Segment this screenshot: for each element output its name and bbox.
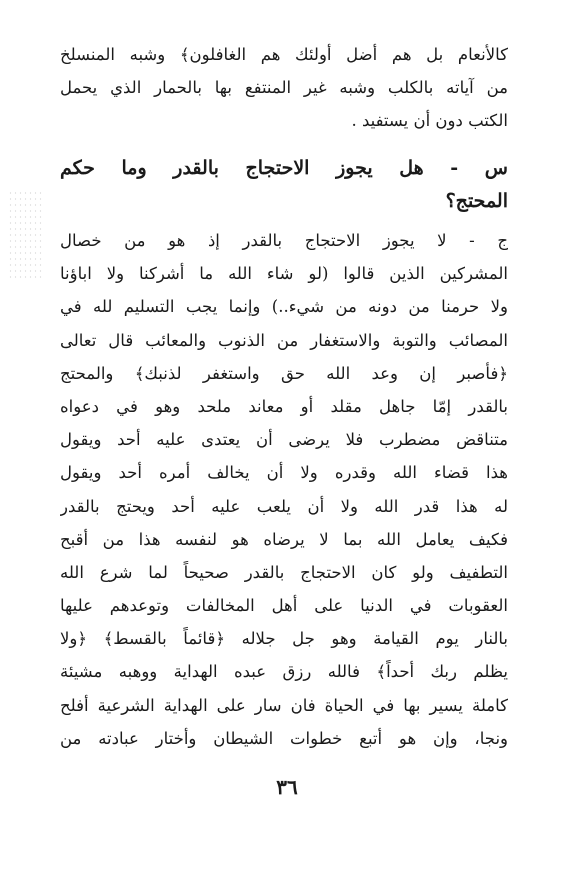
text-line: بالنار يوم القيامة وهو جل جلاله ﴿قائماً بالقسط﴾ ﴿ولا bbox=[60, 629, 508, 649]
text-line: ولا حرمنا من دونه من شيء..) وإنما يجب التسليم لله في bbox=[60, 297, 508, 317]
text-line: المشركين الذين قالوا (لو شاء الله ما أشركنا ولا اباؤنا bbox=[60, 264, 508, 284]
text-line: التطفيف ولو كان الاحتجاج بالقدر صحيحاً لما شرع الله bbox=[60, 562, 508, 582]
text-line: الكتب دون أن يستفيد . bbox=[351, 111, 508, 130]
text-line: من آياته بالكلب وشبه غير المنتفع بها بالحمار الذي يحمل bbox=[60, 78, 508, 97]
scan-speckle bbox=[8, 190, 42, 280]
text-line: المصائب والتوبة والاستغفار من الذنوب والمعائب قال تعالى bbox=[60, 330, 508, 350]
question-heading bbox=[60, 152, 508, 218]
heading-line: المحتج؟ bbox=[445, 190, 508, 212]
text-line: بالقدر إمّا جاهل مقلد أو معاند ملحد وهو في دعواه bbox=[60, 396, 508, 416]
text-line: العقوبات في الدنيا على أهل المخالفات وتوعدهم عليها bbox=[60, 596, 508, 616]
text-line: فكيف يعامل الله بما لا يرضاه هو لنفسه هذا من أقبح bbox=[60, 529, 508, 549]
text-line: ونجا، وإن هو أتبع خطوات الشيطان وأختار عبادته من bbox=[60, 728, 508, 748]
text-line: كاملة يسير بها في الحياة فان سار على الهداية الشرعية أفلح bbox=[60, 695, 508, 715]
text-line: كالأنعام بل هم أضل أولئك هم الغافلون﴾ وشبه المنسلخ bbox=[60, 45, 508, 64]
text-line: ﴿فأصبر إن وعد الله حق واستغفر لذنبك﴾ والمحتج bbox=[60, 363, 508, 383]
text-line: متناقض مضطرب فلا يرضى أن يعتدى عليه أحد ويقول bbox=[60, 430, 508, 450]
text-line: هذا قضاء الله وقدره ولا أن يخالف أمره أحد ويقول bbox=[60, 463, 508, 483]
page-number: ٣٦ bbox=[276, 775, 298, 799]
heading-line: س - هل يجوز الاحتجاج بالقدر وما حكم bbox=[60, 157, 508, 179]
text-line: ج - لا يجوز الاحتجاج بالقدر إذ هو من خصال bbox=[60, 231, 508, 250]
answer-paragraph bbox=[60, 224, 508, 755]
text-line: له هذا قدر الله ولا أن يلعب عليه أحد ويحتج بالقدر bbox=[60, 496, 508, 516]
text-line: يظلم ربك أحداً﴾ فالله رزق عبده الهداية ووهبه مشيئة bbox=[60, 662, 508, 682]
top-paragraph bbox=[60, 38, 508, 137]
